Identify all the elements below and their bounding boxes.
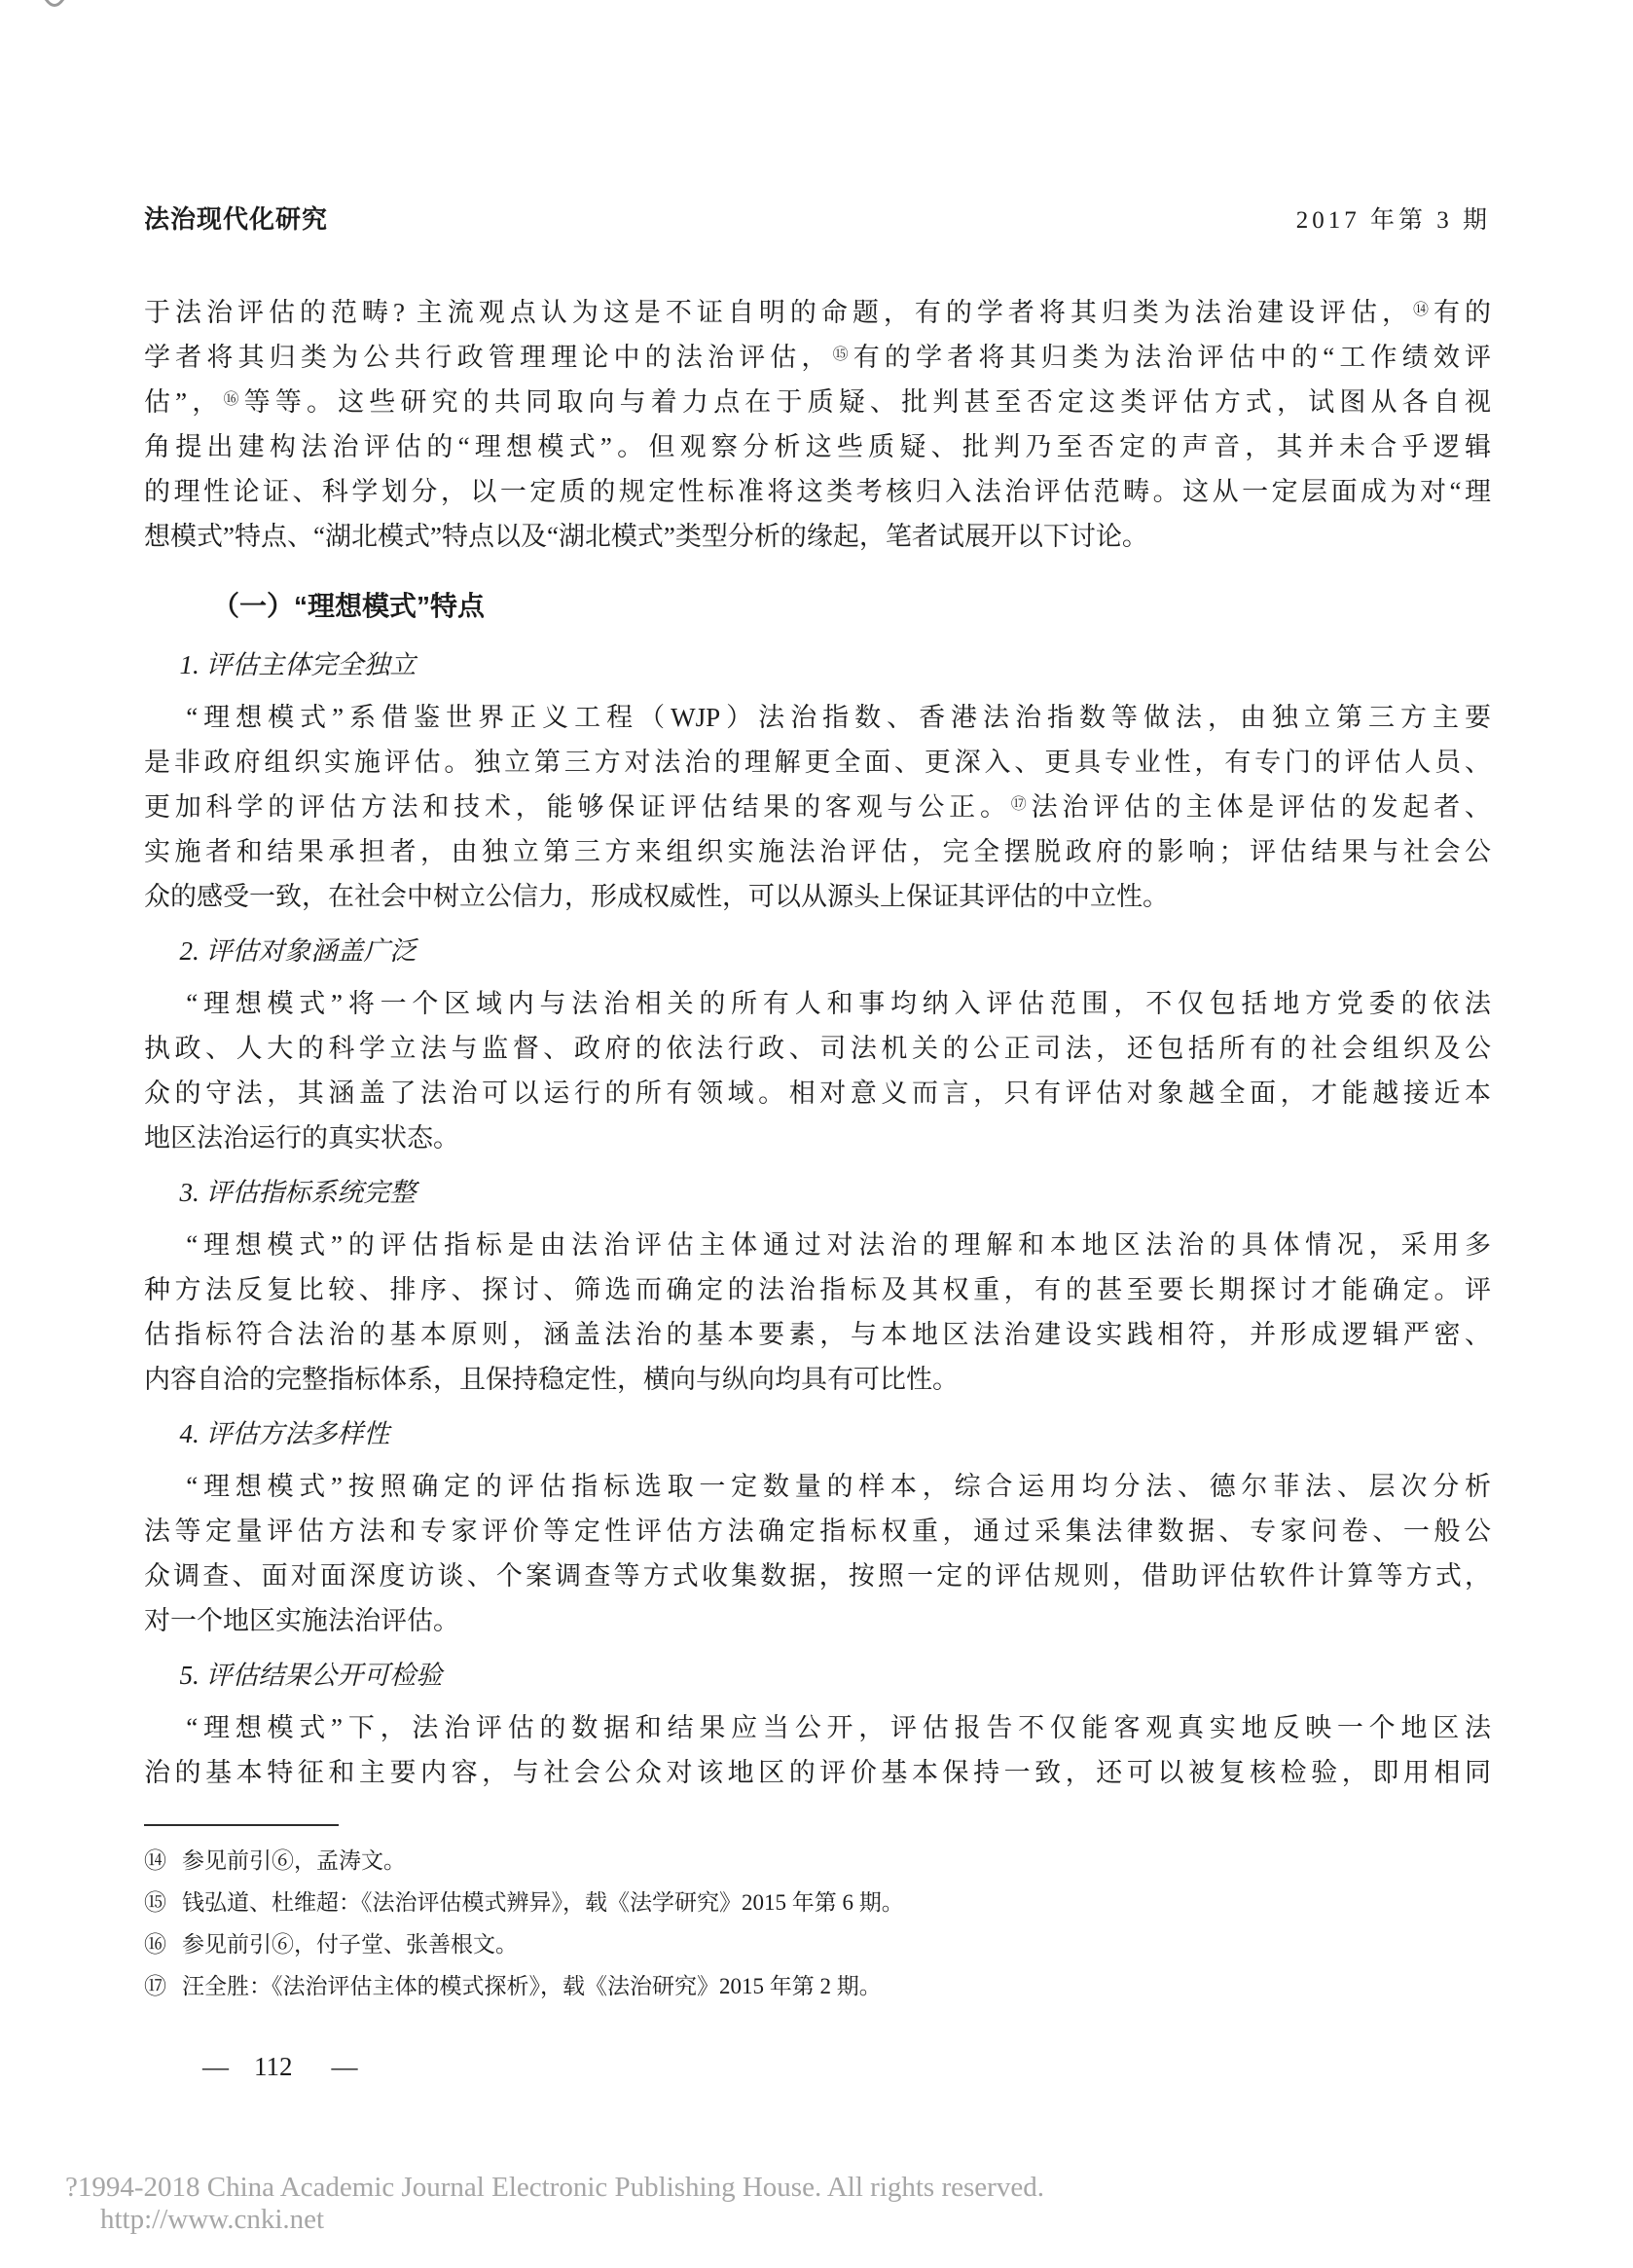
footnote xyxy=(144,1965,1491,2007)
footnote xyxy=(144,1882,1491,1923)
text-line: 实施者和结果承担者，由独立第三方来组织实施法治评估，完全摆脱政府的影响；评估结果与社会公 xyxy=(144,837,1491,866)
footnote-ref: ⑯ xyxy=(223,391,244,408)
footnote-text: 钱弘道、杜维超：《法治评估模式辨异》，载《法学研究》2015 年第 6 期。 xyxy=(182,1890,904,1915)
text-line: 角提出建构法治评估的“理想模式”。但观察分析这些质疑、批判乃至否定的声音，其并未合乎逻辑 xyxy=(144,432,1491,461)
text-line: 想模式”特点、“湖北模式”特点以及“湖北模式”类型分析的缘起，笔者试展开以下讨论。 xyxy=(144,522,1148,551)
page-header xyxy=(144,200,1491,236)
footnotes-section xyxy=(144,1824,1491,2007)
text-line: 2. 评估对象涵盖广泛 xyxy=(179,936,417,966)
text-line: 地区法治运行的真实状态。 xyxy=(144,1123,459,1152)
journal-title: 法治现代化研究 xyxy=(144,204,329,234)
text-line: “理想模式”按照确定的评估指标选取一定数量的样本，综合运用均分法、德尔菲法、层次分析 xyxy=(186,1472,1491,1501)
text-line: 执政、人大的科学立法与监督、政府的依法行政、司法机关的公正司法，还包括所有的社会组织及公 xyxy=(144,1034,1491,1063)
footnote xyxy=(144,1923,1491,1965)
watermark-url: http://www.cnki.net xyxy=(100,2204,325,2235)
footnote-marker: ⑯ xyxy=(144,1932,166,1957)
text-line: 众的感受一致，在社会中树立公信力，形成权威性，可以从源头上保证其评估的中立性。 xyxy=(144,882,1169,911)
article-body xyxy=(144,290,1491,1795)
text-line: 4. 评估方法多样性 xyxy=(179,1419,390,1448)
text-line: 更加科学的评估方法和技术，能够保证评估结果的客观与公正。⑰法治评估的主体是评估的发起者、 xyxy=(144,792,1491,822)
footnote-ref: ⑮ xyxy=(832,347,853,363)
text-line: 估指标符合法治的基本原则，涵盖法治的基本要素，与本地区法治建设实践相符，并形成逻辑严密、 xyxy=(144,1320,1491,1349)
footnote-text: 参见前引⑥，孟涛文。 xyxy=(182,1848,406,1873)
text-line: 3. 评估指标系统完整 xyxy=(179,1178,417,1207)
text-line: 法等定量评估方法和专家评价等定性评估方法确定指标权重，通过采集法律数据、专家问卷、一般公 xyxy=(144,1517,1491,1546)
footnote-marker: ⑭ xyxy=(144,1848,166,1873)
text-line: 是非政府组织实施评估。独立第三方对法治的理解更全面、更深入、更具专业性，有专门的评估人员、 xyxy=(144,748,1491,777)
text-line: 学者将其归类为公共行政管理理论中的法治评估，⑮有的学者将其归类为法治评估中的“工作绩效评 xyxy=(144,343,1491,372)
text-line: “理想模式”系借鉴世界正义工程（WJP）法治指数、香港法治指数等做法，由独立第三方主要 xyxy=(186,703,1491,732)
text-line: 治的基本特征和主要内容，与社会公众对该地区的评价基本保持一致，还可以被复核检验，即用相同 xyxy=(144,1758,1491,1787)
text-line: 内容自洽的完整指标体系，且保持稳定性，横向与纵向均具有可比性。 xyxy=(144,1365,959,1394)
page-number xyxy=(202,2052,1491,2082)
text-line: 估”，⑯等等。这些研究的共同取向与着力点在于质疑、批判甚至否定这类评估方式，试图从各自视 xyxy=(144,387,1491,417)
page-number-value: 112 xyxy=(254,2052,293,2081)
scan-artifact xyxy=(43,0,66,15)
text-line: “理想模式”将一个区域内与法治相关的所有人和事均纳入评估范围，不仅包括地方党委的依法 xyxy=(186,989,1491,1018)
text-line: “理想模式”的评估指标是由法治评估主体通过对法治的理解和本地区法治的具体情况，采用多 xyxy=(186,1230,1491,1260)
page-number-dash-left: — xyxy=(202,2052,229,2081)
footnote-divider xyxy=(144,1824,339,1826)
text-line: （一）“理想模式”特点 xyxy=(212,591,486,621)
text-line: 1. 评估主体完全独立 xyxy=(179,650,417,679)
footnote xyxy=(144,1840,1491,1882)
footnote-ref: ⑭ xyxy=(1412,302,1433,318)
page-number-dash-right: — xyxy=(331,2052,358,2081)
text-line: 众调查、面对面深度访谈、个案调查等方式收集数据，按照一定的评估规则，借助评估软件计算等方式， xyxy=(144,1561,1491,1591)
text-line: 于法治评估的范畴? 主流观点认为这是不证自明的命题，有的学者将其归类为法治建设评估，⑭有的 xyxy=(144,298,1491,327)
text-line: 5. 评估结果公开可检验 xyxy=(179,1661,443,1690)
text-line: 众的守法，其涵盖了法治可以运行的所有领域。相对意义而言，只有评估对象越全面，才能越接近本 xyxy=(144,1079,1491,1108)
issue-label: 2017 年第 3 期 xyxy=(1295,207,1491,234)
footnote-marker: ⑮ xyxy=(144,1890,166,1915)
copyright-watermark xyxy=(37,2140,1044,2268)
text-line: 的理性论证、科学划分，以一定质的规定性标准将这类考核归入法治评估范畴。这从一定层面成为对“理 xyxy=(144,477,1491,506)
text-line: 种方法反复比较、排序、探讨、筛选而确定的法治指标及其权重，有的甚至要长期探讨才能确定。评 xyxy=(144,1275,1491,1304)
watermark-text: ?1994-2018 China Academic Journal Electronic Publishing House. All rights reserved. xyxy=(65,2172,1044,2203)
footnote-marker: ⑰ xyxy=(144,1974,166,1998)
text-line: “理想模式”下，法治评估的数据和结果应当公开，评估报告不仅能客观真实地反映一个地区法 xyxy=(186,1713,1491,1742)
footnote-text: 参见前引⑥，付子堂、张善根文。 xyxy=(182,1932,518,1957)
text-line: 对一个地区实施法治评估。 xyxy=(144,1606,459,1635)
footnote-list xyxy=(144,1840,1491,2007)
footnote-ref: ⑰ xyxy=(1010,796,1032,813)
footnote-text: 汪全胜：《法治评估主体的模式探析》，载《法治研究》2015 年第 2 期。 xyxy=(182,1974,882,1998)
